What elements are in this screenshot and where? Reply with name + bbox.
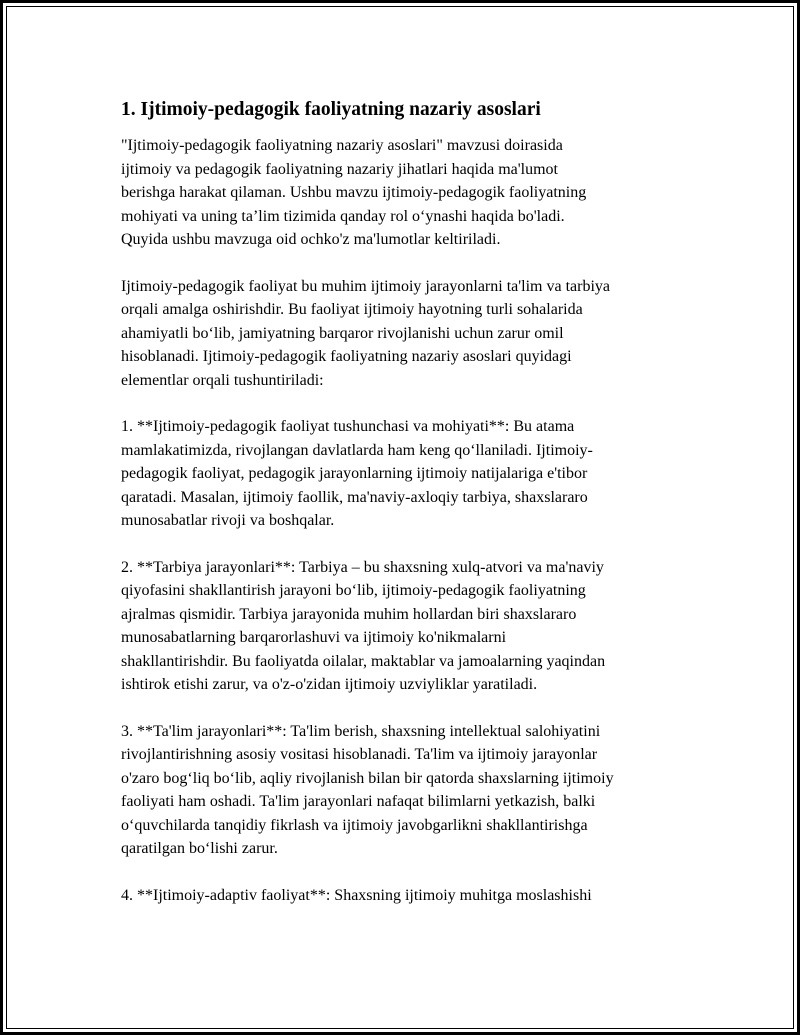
section-title: 1. Ijtimoiy-pedagogik faoliyatning nazariy asoslari [121, 99, 541, 120]
paragraph-item-1: 1. **Ijtimoiy-pedagogik faoliyat tushunchasi va mohiyati**: Bu atama mamlakatimizda, rivojlangan davlatlarda ham keng qo‘llaniladi. Ijtimoiy- pedagogik faoliyat, pedagogik jarayonlarning ijtimoiy natijalariga e'tibor qaratadi. Masalan, ijtimoiy faollik, ma'naviy-axloqiy tarbiya, shaxslararo munosabatlar rivoji va boshqalar. [121, 418, 593, 529]
paragraph-definition: Ijtimoiy-pedagogik faoliyat bu muhim ijtimoiy jarayonlarni ta'lim va tarbiya orqali amalga oshirishdir. Bu faoliyat ijtimoiy hayotning turli sohalarida ahamiyatli bo‘lib, jamiyatning barqaror rivojlanishi uchun zarur omil hisoblanadi. Ijtimoiy-pedagogik faoliyatning nazariy asoslari quyidagi elementlar orqali tushuntiriladi: [121, 277, 610, 389]
document-body [121, 97, 701, 930]
paragraph-item-4: 4. **Ijtimoiy-adaptiv faoliyat**: Shaxsning ijtimoiy muhitga moslashishi [121, 886, 592, 904]
paragraph-item-2: 2. **Tarbiya jarayonlari**: Tarbiya – bu shaxsning xulq-atvori va ma'naviy qiyofasini shakllantirish jarayoni bo‘lib, ijtimoiy-pedagogik faoliyatning ajralmas qismidir. Tarbiya jarayonida muhim hollardan biri shaxslararo munosabatlarning barqarorlashuvi va ijtimoiy ko'nikmalarni shakllantirishdir. Bu faoliyatda oilalar, maktablar va jamoalarning yaqindan ishtirok etishi zarur, va o'z-o'zidan ijtimoiy uzviyliklar yaratiladi. [121, 558, 606, 693]
paragraph-intro: "Ijtimoiy-pedagogik faoliyatning nazariy asoslari" mavzusi doirasida ijtimoiy va pedagogik faoliyatning nazariy jihatlari haqida ma'lumot berishga harakat qilaman. Ushbu mavzu ijtimoiy-pedagogik faoliyatning mohiyati va uning ta’lim tizimida qanday rol o‘ynashi haqida bo'ladi. Quyida ushbu mavzuga oid ochko'z ma'lumotlar keltiriladi. [121, 137, 587, 248]
paragraph-item-3: 3. **Ta'lim jarayonlari**: Ta'lim berish, shaxsning intellektual salohiyatini rivojlantirishning asosiy vositasi hisoblanadi. Ta'lim va ijtimoiy jarayonlar o'zaro bog‘liq bo‘lib, aqliy rivojlanish bilan bir qatorda shaxslarning ijtimoiy faoliyati ham oshadi. Ta'lim jarayonlari nafaqat bilimlarni yetkazish, balki o‘quvchilarda tanqidiy fikrlash va ijtimoiy javobgarlikni shakllantirishga qaratilgan bo‘lishi zarur. [121, 722, 614, 857]
